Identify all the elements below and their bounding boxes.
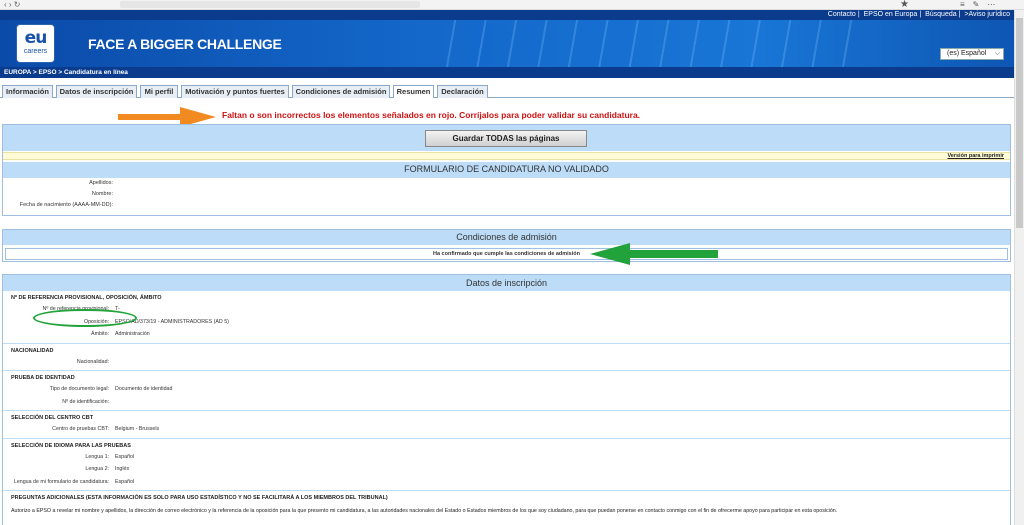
opposition-value: EPSO/AD/373/19 - ADMINISTRADORES (AD 5) [115, 318, 229, 325]
nationality-label: Nacionalidad: [76, 358, 109, 365]
language-1-label: Lengua 1: [85, 453, 109, 460]
chevron-down-icon: ⌵ [994, 50, 1000, 57]
cbt-section [3, 411, 1010, 439]
surname-row [3, 178, 1010, 189]
validation-error-message: Faltan o son incorrectos los elementos señalados en rojo. Corríjalos para poder validar su candidatura. [222, 110, 641, 120]
cbt-section-title: SELECCIÓN DEL CENTRO CBT [11, 415, 94, 421]
additional-consent-text: Autorizo a EPSO a revelar mi nombre y apellidos, la dirección de correo electrónico y la referencia de la oposición para la que presento mi candidatura, a las autoridades nacionales del Estado o Estados miembros de los que soy ciudadano, para que puedan ponerse en contacto conmigo con el fin de ofrecerme apoyo para participar en esta oposición. [11, 508, 838, 514]
document-type-value: Documento de identidad [115, 386, 173, 392]
tab-bar [0, 84, 1014, 98]
favorite-star-icon[interactable]: ★ [900, 0, 909, 10]
language-1-row [11, 451, 1010, 464]
green-highlight-oval [33, 309, 137, 327]
opposition-row [11, 316, 1010, 329]
language-2-label: Lengua 2: [85, 466, 109, 472]
reference-value: T- [115, 306, 120, 312]
name-row [3, 189, 1010, 200]
link-contact[interactable]: Contacto [827, 11, 856, 18]
banner-tagline: FACE A BIGGER CHALLENGE [88, 36, 282, 52]
form-status-title: FORMULARIO DE CANDIDATURA NO VALIDADO [3, 162, 1010, 177]
nationality-section [3, 344, 1010, 372]
cbt-center-row [11, 423, 1010, 436]
reference-section-title: Nº DE REFERENCIA PROVISIONAL, OPOSICIÓN, ÁMBITO [11, 295, 162, 301]
tab-declaracion[interactable]: Declaración [437, 85, 488, 98]
language-2-row [11, 463, 1010, 476]
summary-panel [2, 124, 1011, 216]
registration-panel [2, 274, 1011, 525]
registration-title: Datos de inscripción [3, 275, 1010, 291]
tab-condiciones[interactable]: Condiciones de admisión [292, 85, 390, 98]
identity-section [3, 371, 1010, 411]
tab-resumen[interactable]: Resumen [393, 85, 434, 98]
eu-careers-logo[interactable] [17, 25, 54, 62]
cbt-center-label: Centro de pruebas CBT: [52, 426, 109, 432]
browser-toolbar [0, 0, 1024, 10]
save-all-pages-button[interactable]: Guardar TODAS las páginas [425, 130, 587, 147]
nationality-section-title: NACIONALIDAD [11, 347, 54, 354]
additional-section [3, 491, 1010, 505]
browser-nav-icons[interactable]: ‹ › ↻ [4, 0, 21, 9]
vertical-scrollbar[interactable] [1014, 10, 1024, 525]
link-search[interactable]: Búsqueda [925, 11, 957, 18]
address-bar[interactable] [120, 1, 420, 8]
language-select[interactable] [940, 48, 1004, 60]
logo-careers-text: careers [23, 48, 48, 55]
field-value: Administración [115, 331, 150, 337]
admission-panel [2, 229, 1011, 262]
print-version-bar [3, 152, 1010, 160]
link-legal-notice[interactable]: >Aviso jurídico [964, 11, 1010, 18]
language-2-value: Inglés [115, 466, 130, 472]
scrollbar-thumb[interactable] [1016, 18, 1023, 228]
dob-label: Fecha de nacimiento (AAAA-MM-DD): [19, 202, 113, 208]
language-section [3, 439, 1010, 492]
document-type-label: Tipo de documento legal: [49, 386, 109, 392]
id-number-row [11, 396, 1010, 409]
print-version-link[interactable]: Versión para imprimir [947, 153, 1004, 159]
additional-section-title: PREGUNTAS ADICIONALES (ESTA INFORMACIÓN ES SOLO PARA USO ESTADÍSTICO Y NO SE FACILITARÁ A LOS MIEMBROS DEL TRIBUNAL) [11, 495, 388, 501]
language-section-title: SELECCIÓN DE IDIOMA PARA LAS PRUEBAS [11, 442, 131, 449]
form-language-row [11, 476, 1010, 489]
save-zone [3, 125, 1010, 151]
tab-datos-inscripcion[interactable]: Datos de inscripción [56, 85, 137, 98]
identity-section-title: PRUEBA DE IDENTIDAD [11, 375, 75, 381]
logo-eu-text: eu [24, 28, 47, 48]
nationality-row [11, 356, 1010, 369]
document-type-row [11, 383, 1010, 396]
banner-decoration [440, 20, 870, 67]
admission-title: Condiciones de admisión [3, 230, 1010, 245]
reference-section [3, 291, 1010, 344]
opposition-label: Oposición: [83, 318, 109, 325]
browser-action-icons[interactable]: ≡✎⋯ [960, 0, 1004, 9]
tab-mi-perfil[interactable]: Mi perfil [140, 85, 178, 98]
top-links-bar: Contacto | EPSO en Europa | Búsqueda | >Aviso jurídico [0, 10, 1014, 20]
field-label: Ámbito: [91, 331, 109, 337]
tab-informacion[interactable]: Información [2, 85, 53, 98]
admission-confirmation: Ha confirmado que cumple las condiciones de admisión [5, 248, 1008, 260]
language-select-value: (es) Español [947, 50, 987, 57]
form-language-value: Español [115, 478, 135, 485]
site-banner [0, 20, 1014, 67]
language-1-value: Español [115, 453, 135, 460]
form-language-label: Lengua de mi formulario de candidatura: [13, 478, 109, 485]
tab-motivacion[interactable]: Motivación y puntos fuertes [181, 85, 289, 98]
dob-row [3, 200, 1010, 211]
surname-label: Apellidos: [89, 180, 113, 186]
green-arrow-icon [590, 243, 718, 265]
personal-data-rows [3, 177, 1010, 215]
field-row [11, 328, 1010, 341]
reference-label: Nº de referencia provisional: [42, 306, 109, 312]
cbt-center-value: Belgium - Brussels [115, 426, 160, 432]
reference-row [11, 303, 1010, 316]
id-number-label: Nº de identificación: [62, 398, 109, 405]
link-epso-europe[interactable]: EPSO en Europa [863, 11, 918, 18]
breadcrumb: EUROPA > EPSO > Candidatura en línea [0, 67, 1014, 78]
name-label: Nombre: [91, 191, 113, 197]
